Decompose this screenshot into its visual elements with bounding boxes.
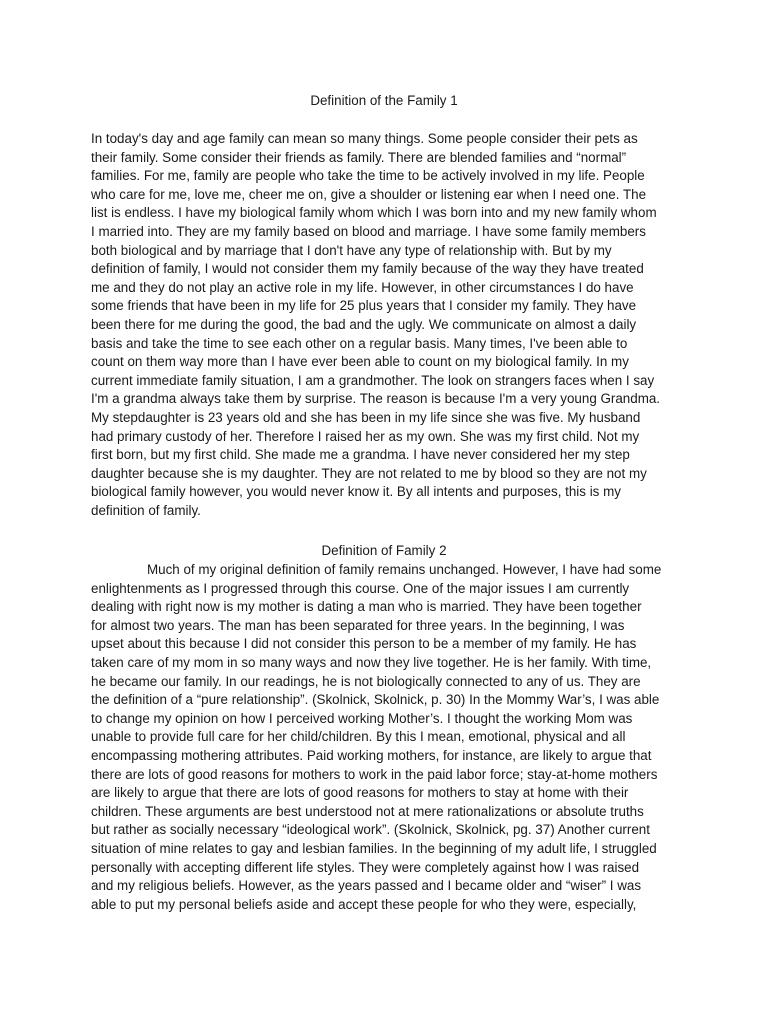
paragraph-line: In today's day and age family can mean so many things. Some people consider their pets as [91, 131, 638, 146]
paragraph-line: there are lots of good reasons for mothers to work in the paid labor force; stay-at-home mothers [91, 766, 658, 782]
section-2-title: Definition of Family 2 [321, 543, 447, 558]
paragraph-line: biological family however, you would never know it. By all intents and purposes, this is my [91, 484, 621, 500]
paragraph-line: My stepdaughter is 23 years old and she has been in my life since she was five. My husband [91, 409, 641, 425]
paragraph-line: taken care of my mom in so many ways and now they live together. He is her family. With time, [91, 654, 652, 670]
paragraph-line: Much of my original definition of family remains unchanged. However, I have had some [147, 562, 662, 577]
paragraph-line: the definition of a “pure relationship”. (Skolnick, Skolnick, p. 30) In the Mommy War’s, I was able [91, 692, 660, 708]
paragraph-line: been there for me during the good, the bad and the ugly. We communicate on almost a daily [91, 316, 637, 332]
paragraph-line: daughter because she is my daughter. They are not related to me by blood so they are not my [91, 465, 647, 481]
paragraph-line: definition of family, I would not consider them my family because of the way they have treated [91, 261, 644, 277]
paragraph-line: personally with accepting different life styles. They were completely against how I was raised [91, 859, 640, 875]
paragraph-line: families. For me, family are people who take the time to be actively involved in my life. People [91, 168, 645, 184]
paragraph-line: first born, but my first child. She made me a grandma. I have never considered her my step [91, 447, 630, 463]
paragraph-line: me and they do not play an active role in my life. However, in other circumstances I do have [91, 279, 634, 295]
paragraph-line: list is endless. I have my biological family whom which I was born into and my new family whom [91, 205, 657, 221]
paragraph-line: and my religious beliefs. However, as the years passed and I became older and “wiser” I was [91, 878, 642, 894]
paragraph-line: current immediate family situation, I am a grandmother. The look on strangers faces when I say [91, 372, 655, 388]
paragraph-line: I'm a grandma always take them by surprise. The reason is because I'm a very young Grandma. [91, 391, 661, 407]
paragraph-line: situation of mine relates to gay and lesbian families. In the beginning of my adult life, I struggled [91, 840, 657, 856]
section-2-paragraph [91, 561, 691, 914]
paragraph-line: who care for me, love me, cheer me on, give a shoulder or listening ear when I need one. The [91, 186, 647, 202]
paragraph-line: upset about this because I did not consider this person to be a member of my family. He has [91, 636, 637, 652]
paragraph-line: for almost two years. The man has been separated for three years. In the beginning, I was [91, 617, 625, 633]
paragraph-line: I married into. They are my family based on blood and marriage. I have some family members [91, 223, 646, 239]
paragraph-line: both biological and by marriage that I don't have any type of relationship with. But by my [91, 242, 612, 258]
paragraph-line: enlightenments as I progressed through this course. One of the major issues I am currently [91, 580, 630, 596]
paragraph-line: unable to provide full care for her child/children. By this I mean, emotional, physical and all [91, 729, 626, 745]
paragraph-line: definition of family. [91, 502, 201, 518]
paragraph-line: basis and take the time to see each other on a regular basis. Many times, I've been able to [91, 335, 628, 351]
paragraph-line: able to put my personal beliefs aside and accept these people for who they were, especially, [91, 896, 637, 912]
paragraph-line: had primary custody of her. Therefore I raised her as my own. She was my first child. Not my [91, 428, 640, 444]
paragraph-line: encompassing mothering attributes. Paid working mothers, for instance, are likely to argue that [91, 747, 652, 763]
paragraph-line: count on them way more than I have ever been able to count on my biological family. In my [91, 354, 629, 370]
paragraph-line: but rather as socially necessary “ideological work”. (Skolnick, Skolnick, pg. 37) Another current [91, 822, 650, 838]
paragraph-line: to change my opinion on how I perceived working Mother’s. I thought the working Mom was [91, 710, 633, 726]
paragraph-line: children. These arguments are best understood not at mere rationalizations or absolute truths [91, 803, 644, 819]
section-1-paragraph [91, 130, 691, 520]
paragraph-line: he became our family. In our readings, he is not biologically connected to any of us. They are [91, 673, 641, 689]
section-1-title: Definition of the Family 1 [310, 93, 458, 108]
paragraph-line: some friends that have been in my life for 25 plus years that I consider my family. They have [91, 298, 637, 314]
paragraph-line: dealing with right now is my mother is dating a man who is married. They have been together [91, 599, 642, 615]
paragraph-line: their family. Some consider their friends as family. There are blended families and “normal” [91, 149, 627, 165]
paragraph-line: are likely to argue that there are lots of good reasons for mothers to stay at home with their [91, 785, 629, 801]
